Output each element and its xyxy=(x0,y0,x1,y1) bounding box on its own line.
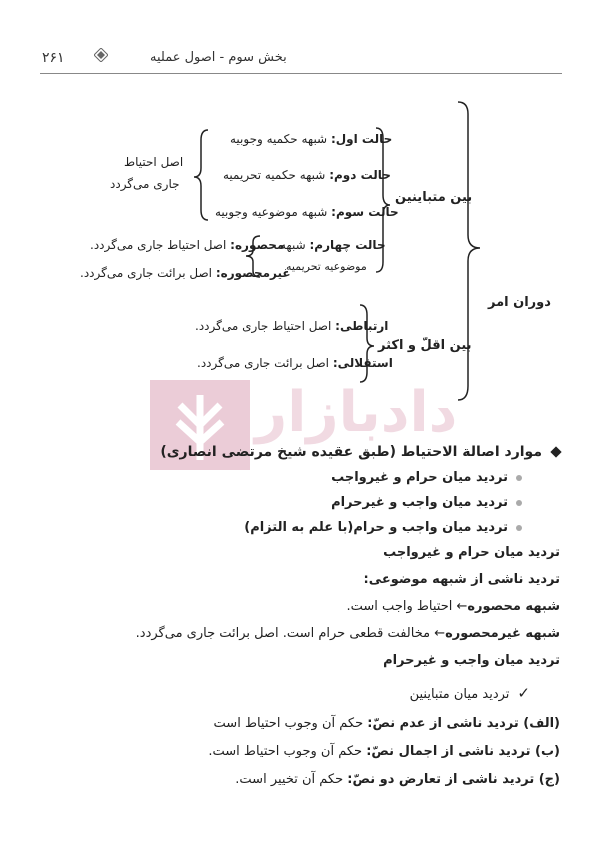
check-mark-icon: ✓ xyxy=(517,684,530,702)
bullet-dot-icon xyxy=(516,500,522,506)
sub-gheyre-mahsoore: غیرمحصوره: اصل برائت جاری می‌گردد. xyxy=(80,266,291,280)
sub-mahsoore: محصوره: اصل احتیاط جاری می‌گردد. xyxy=(90,238,285,252)
publisher-watermark xyxy=(150,380,458,480)
bullet-item-1: تردید میان حرام و غیرواجب xyxy=(331,470,522,485)
case1: حالت اول: شبهه حکمیه وجوبیه xyxy=(230,132,393,146)
case-be: (ب) تردید ناشی از اجمال نصّ: حکم آن وجوب احتیاط است. xyxy=(208,744,560,759)
page-number: ۲۶۱ xyxy=(42,50,65,66)
case-jim: (ج) تردید ناشی از تعارض دو نصّ: حکم آن تخییر است. xyxy=(235,772,560,787)
subheading-2: تردید ناشی از شبهه موضوعی: xyxy=(363,572,560,587)
case3: حالت سوم: شبهه موضوعیه وجوبیه xyxy=(215,205,399,219)
section-heading: موارد اصالة الاحتیاط (طبق عقیده شیخ مرتضی انصاری) xyxy=(160,444,560,460)
running-header-title: بخش سوم - اصول عملیه xyxy=(150,50,287,65)
header-divider xyxy=(40,73,562,74)
paragraph-gheyre-mahsoore: شبهه غیرمحصوره← مخالفت قطعی حرام است. اصل برائت جاری می‌گردد. xyxy=(135,626,560,641)
group-result-line2: جاری می‌گردد xyxy=(110,177,180,191)
branch2-item1: ارتباطی: اصل احتیاط جاری می‌گردد. xyxy=(195,319,389,333)
subheading-1: تردید میان حرام و غیرواجب xyxy=(383,545,560,560)
diamond-bullet-icon xyxy=(550,446,561,457)
bullet-dot-icon xyxy=(516,525,522,531)
case4-continued: موضوعیه تحریمیه xyxy=(286,260,367,273)
case4: حالت چهارم: شبهه xyxy=(280,238,386,252)
root-label: دوران امر xyxy=(488,295,551,310)
classification-diagram xyxy=(80,90,560,410)
group-result-line1: اصل احتیاط xyxy=(124,155,184,169)
check-item: ✓تردید میان متباینین xyxy=(409,684,530,702)
branch2-item2: استقلالی: اصل برائت جاری می‌گردد. xyxy=(197,356,393,370)
diamond-ornament-icon xyxy=(94,48,108,62)
case2: حالت دوم: شبهه حکمیه تحریمیه xyxy=(223,168,391,182)
branch2-label: بین اقلّ و اکثر xyxy=(378,338,472,353)
watermark-text: دادبازار xyxy=(255,380,458,445)
bullet-dot-icon xyxy=(516,475,522,481)
bullet-item-2: تردید میان واجب و غیرحرام xyxy=(331,495,522,510)
paragraph-mahsoore: شبهه محصوره← احتیاط واجب است. xyxy=(346,599,560,614)
case-alef: (الف) تردید ناشی از عدم نصّ: حکم آن وجوب احتیاط است xyxy=(213,716,560,731)
bullet-item-3: تردید میان واجب و حرام(با علم به التزام) xyxy=(244,520,522,535)
branch1-label: بین متباینین xyxy=(395,190,473,205)
subheading-3: تردید میان واجب و غیرحرام xyxy=(383,653,560,668)
